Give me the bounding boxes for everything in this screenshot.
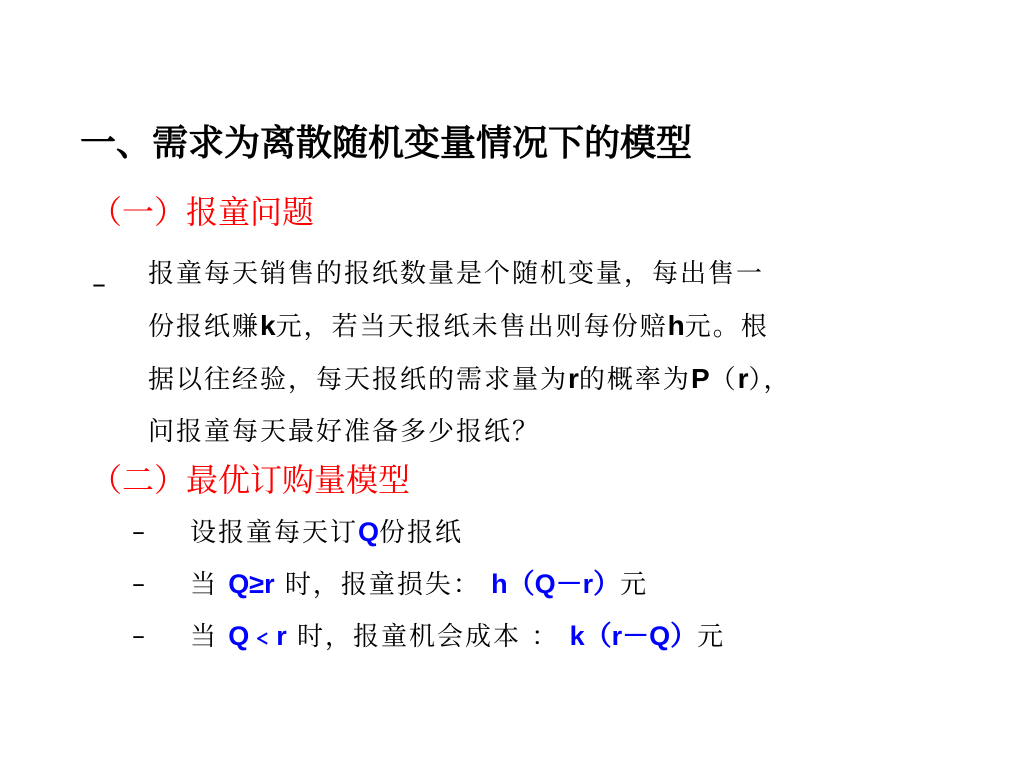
paragraph-line [148, 406, 933, 458]
bullet-dash: – [132, 569, 147, 599]
text-segment: （ [709, 365, 738, 395]
section-title-newsboy-problem: （一）报童问题 [90, 193, 315, 231]
section-title-optimal-order-model: （二）最优订购量模型 [90, 461, 411, 499]
paragraph-line [148, 248, 933, 300]
text-segment: 份报纸 [379, 518, 464, 548]
variable-r: r [568, 363, 579, 394]
variable-Q: Q [358, 517, 380, 547]
text-segment: 当 [190, 570, 229, 600]
condition-expression: Q﹤r [228, 621, 287, 651]
paragraph-line [148, 300, 933, 353]
text-segment: 的概率为 [578, 365, 691, 395]
variable-k: k [260, 310, 276, 341]
text-segment: 时，报童损失： [274, 570, 492, 600]
text-segment: 问报童每天最好准备多少报纸？ [148, 417, 541, 447]
variable-h: h [667, 310, 685, 341]
bullet-dash: – [132, 621, 147, 651]
text-segment: 元，若当天报纸未售出则每份赔 [275, 312, 668, 342]
list-item-text [190, 562, 648, 607]
variable-P: P [690, 363, 710, 394]
unit-label: 元 [620, 570, 649, 600]
loss-expression: h（Q－r） [491, 569, 621, 599]
list-item-text [190, 614, 725, 659]
text-segment: 份报纸赚 [148, 312, 261, 342]
text-segment: 当 [190, 622, 229, 652]
text-segment: 元。根 [684, 312, 769, 342]
text-segment: 时，报童机会成本 ： [286, 622, 570, 652]
list-item-text [190, 510, 463, 555]
condition-expression: Q≥r [228, 569, 275, 599]
bullet-dash: – [132, 517, 147, 547]
paragraph-line [148, 353, 933, 406]
variable-r: r [737, 363, 749, 394]
bullet-dash: – [92, 267, 106, 300]
text-segment: ）， [748, 365, 792, 395]
problem-description [148, 248, 933, 458]
slide-title: 一、需求为离散随机变量情况下的模型 [80, 123, 693, 164]
opportunity-cost-expression: k（r－Q） [569, 621, 698, 651]
text-segment: 设报童每天订 [190, 518, 359, 548]
text-segment: 报童每天销售的报纸数量是个随机变量，每出售一 [148, 259, 765, 289]
text-segment: 据以往经验，每天报纸的需求量为 [148, 365, 569, 395]
unit-label: 元 [697, 622, 726, 652]
